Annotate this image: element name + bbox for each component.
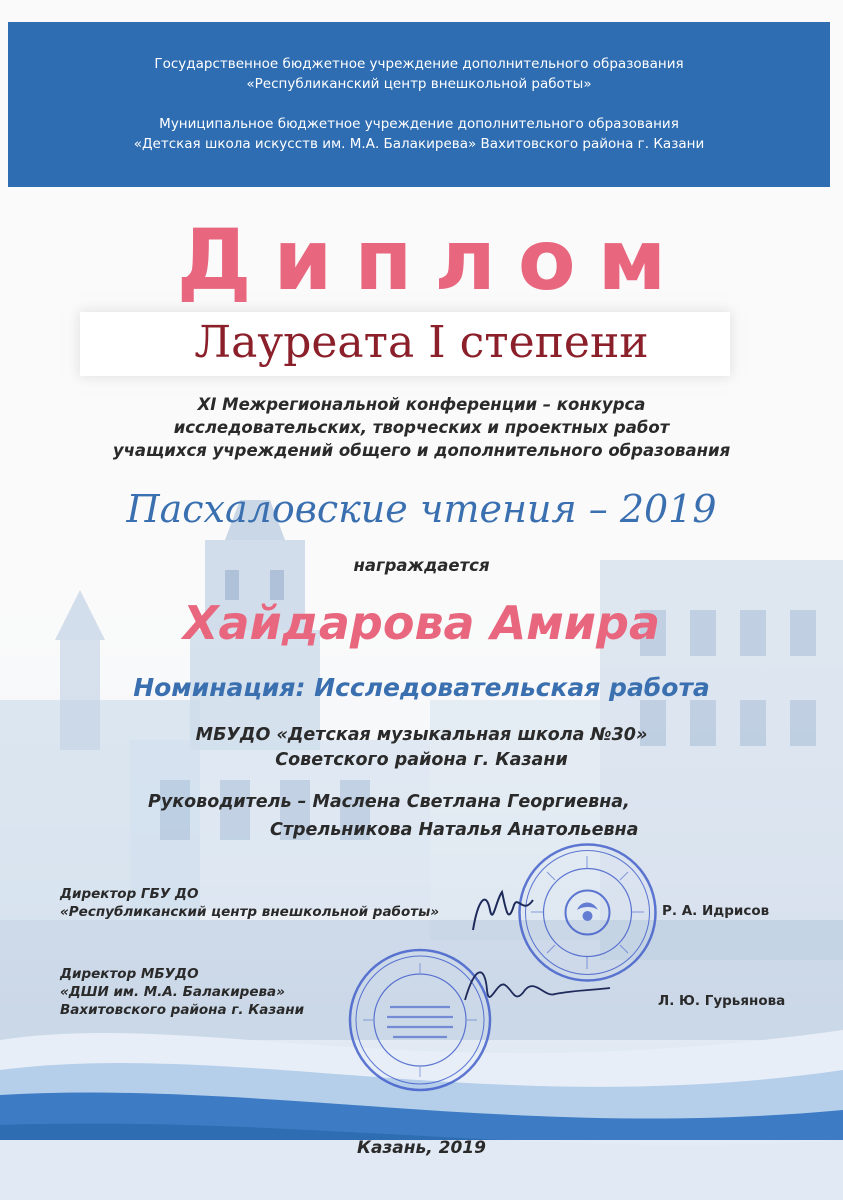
recipient-name: Хайдарова Амира	[182, 596, 661, 650]
signatory-1-title-line-2: «Республиканский центр внешкольной работы»	[60, 904, 440, 920]
leader-line-2: Стрельникова Наталья Анатольевна	[270, 820, 639, 840]
organizer-2-line-1: Муниципальное бюджетное учреждение дополнительного образования	[159, 116, 679, 132]
signatory-2-title-line-3: Вахитовского района г. Казани	[60, 1002, 305, 1018]
organizer-1	[8, 54, 830, 94]
footer-place-year: Казань, 2019	[357, 1138, 486, 1158]
leader-line-1: Руководитель – Маслена Светлана Георгиевна,	[148, 792, 630, 812]
signature-1-icon	[468, 880, 538, 940]
event-name: Пасхаловские чтения – 2019	[126, 487, 717, 531]
signatory-2-title-line-2: «ДШИ им. М.А. Балакирева»	[60, 984, 285, 1000]
organizer-1-line-2: «Республиканский центр внешкольной работы»	[246, 76, 592, 92]
signatory-2-name: Л. Ю. Гурьянова	[658, 993, 786, 1009]
conference-line-1: XI Межрегиональной конференции – конкурса	[197, 395, 646, 414]
nomination: Номинация: Исследовательская работа	[133, 673, 710, 702]
conference-description	[60, 393, 783, 462]
header-band	[8, 22, 830, 187]
diploma-title: Диплом	[176, 211, 689, 309]
signature-2-icon	[455, 960, 615, 1015]
signatory-1-title	[60, 885, 439, 921]
conference-line-3: учащихся учреждений общего и дополнительного образования	[112, 441, 731, 460]
signatory-1-title-line-1: Директор ГБУ ДО	[60, 886, 199, 902]
signatory-1-name: Р. А. Идрисов	[662, 903, 770, 919]
diploma-subtitle: Лауреата I степени	[194, 317, 649, 368]
organizer-2	[8, 114, 830, 154]
school-line-1: МБУДО «Детская музыкальная школа №30»	[195, 725, 648, 745]
organizer-2-line-2: «Детская школа искусств им. М.А. Балакирева» Вахитовского района г. Казани	[133, 136, 705, 152]
awarded-label: награждается	[353, 556, 490, 575]
signatory-2-title-line-1: Директор МБУДО	[60, 966, 199, 982]
school-info	[60, 723, 783, 773]
signatory-2-title	[60, 965, 304, 1019]
organizer-1-line-1: Государственное бюджетное учреждение дополнительного образования	[154, 56, 684, 72]
school-line-2: Советского района г. Казани	[275, 750, 568, 770]
conference-line-2: исследовательских, творческих и проектных работ	[173, 418, 670, 437]
